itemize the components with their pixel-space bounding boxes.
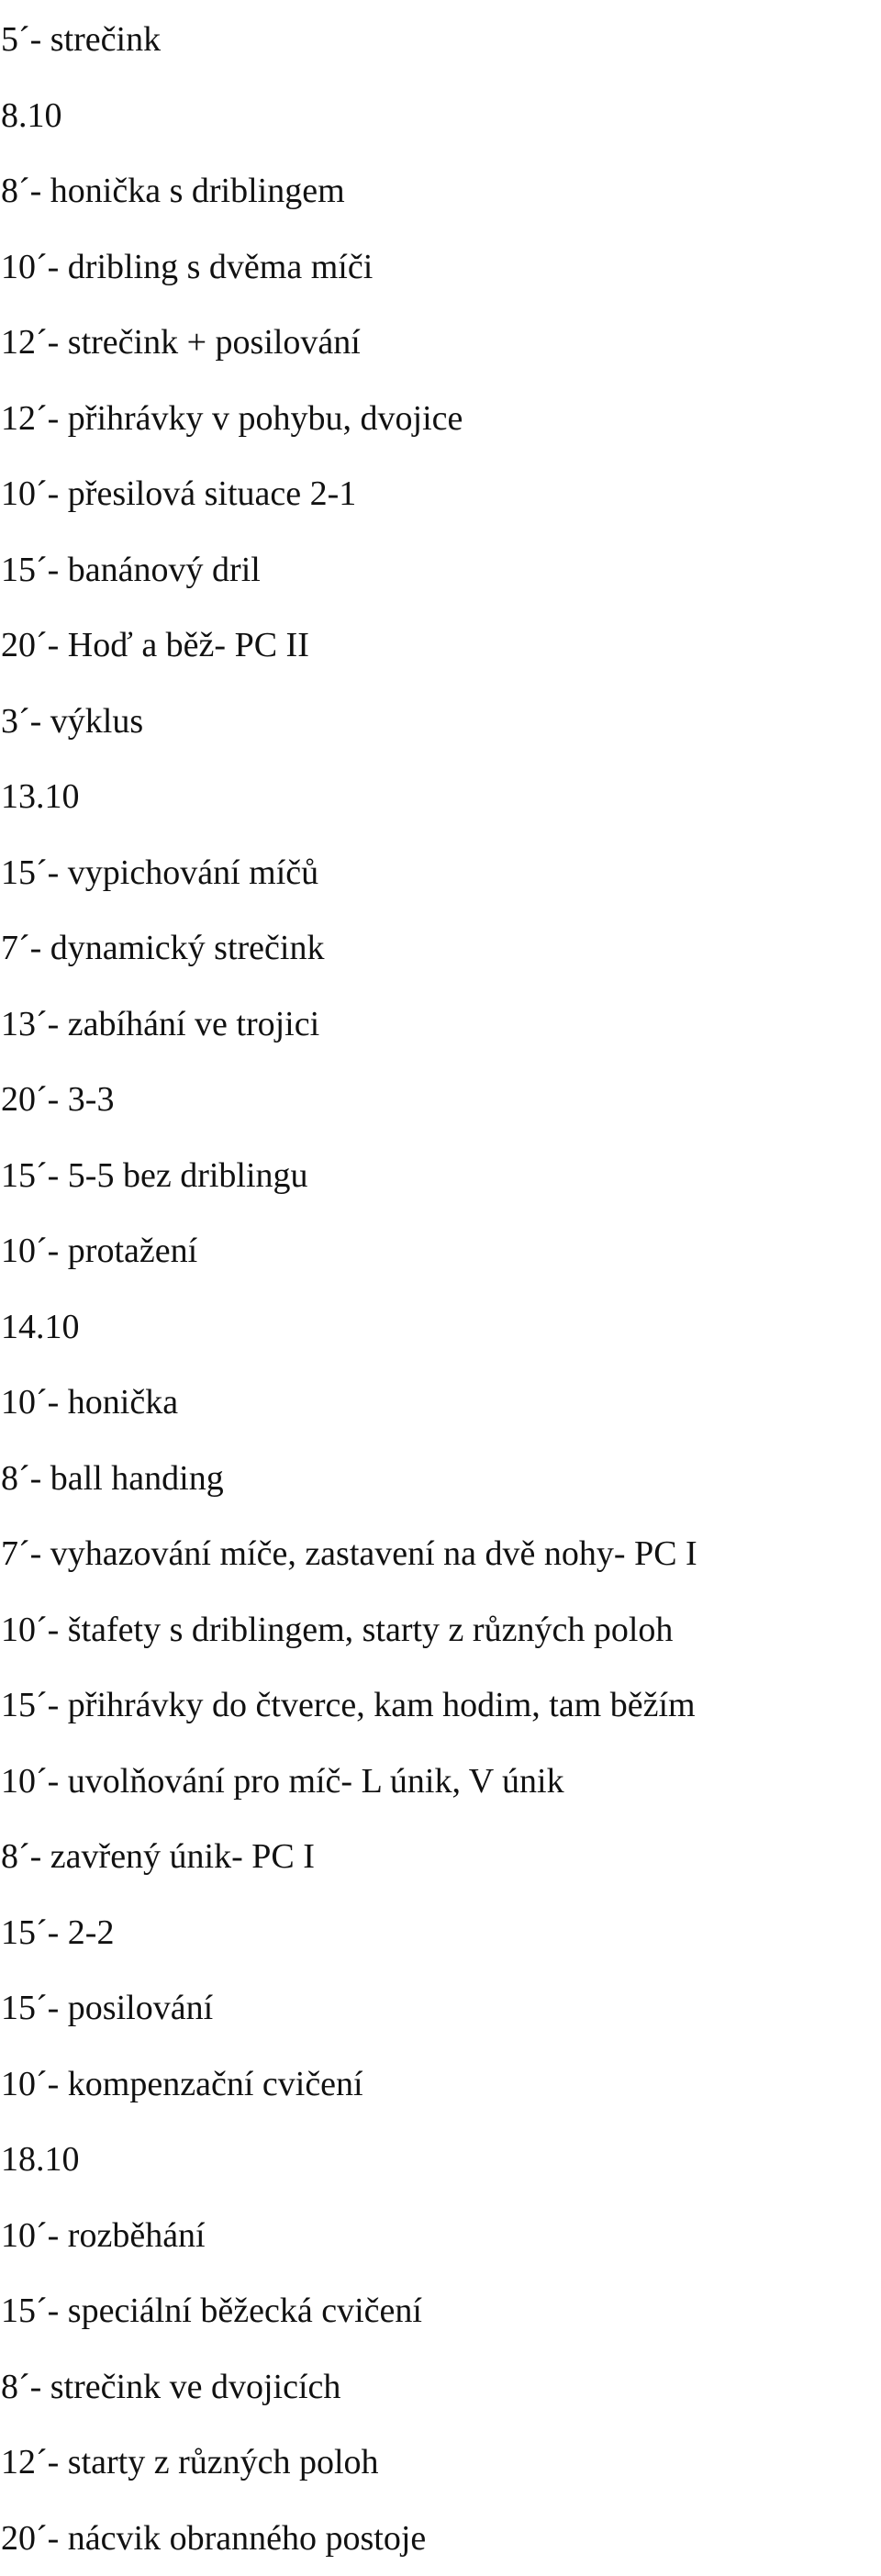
date-heading: 14.10	[0, 1289, 881, 1366]
text-line: 10´- štafety s driblingem, starty z různých poloh	[0, 1592, 881, 1668]
text-line: 8´- zavřený únik- PC I	[0, 1819, 881, 1895]
text-line: 15´- banánový dril	[0, 532, 881, 608]
text-line: 20´- 3-3	[0, 1062, 881, 1138]
text-line: 8´- strečink ve dvojicích	[0, 2349, 881, 2425]
date-heading: 13.10	[0, 759, 881, 835]
text-line: 12´- strečink + posilování	[0, 305, 881, 381]
text-line: 20´- nácvik obranného postoje	[0, 2501, 881, 2576]
text-line: 8´- ball handing	[0, 1441, 881, 1517]
date-heading: 18.10	[0, 2122, 881, 2198]
text-line: 20´- Hoď a běž- PC II	[0, 608, 881, 684]
text-line: 10´- rozběhání	[0, 2198, 881, 2274]
text-line: 15´- vypichování míčů	[0, 835, 881, 911]
text-line: 10´- protažení	[0, 1213, 881, 1289]
text-line: 15´- speciální běžecká cvičení	[0, 2273, 881, 2349]
text-line: 10´- kompenzační cvičení	[0, 2046, 881, 2123]
text-line: 5´- strečink	[0, 2, 881, 78]
text-line: 7´- vyhazování míče, zastavení na dvě nohy- PC I	[0, 1516, 881, 1592]
text-line: 10´- přesilová situace 2-1	[0, 456, 881, 532]
text-line: 10´- dribling s dvěma míči	[0, 229, 881, 306]
text-line: 8´- honička s driblingem	[0, 153, 881, 229]
text-line: 13´- zabíhání ve trojici	[0, 987, 881, 1063]
text-line: 15´- 5-5 bez driblingu	[0, 1138, 881, 1214]
text-line: 15´- posilování	[0, 1970, 881, 2046]
text-line: 10´- honička	[0, 1365, 881, 1441]
text-line: 10´- uvolňování pro míč- L únik, V únik	[0, 1744, 881, 1820]
date-heading: 8.10	[0, 78, 881, 154]
text-line: 15´- přihrávky do čtverce, kam hodim, tam běžím	[0, 1667, 881, 1744]
text-line: 12´- přihrávky v pohybu, dvojice	[0, 381, 881, 457]
text-line: 12´- starty z různých poloh	[0, 2425, 881, 2501]
text-line: 7´- dynamický strečink	[0, 910, 881, 987]
text-line: 15´- 2-2	[0, 1895, 881, 1971]
text-line: 3´- výklus	[0, 684, 881, 760]
